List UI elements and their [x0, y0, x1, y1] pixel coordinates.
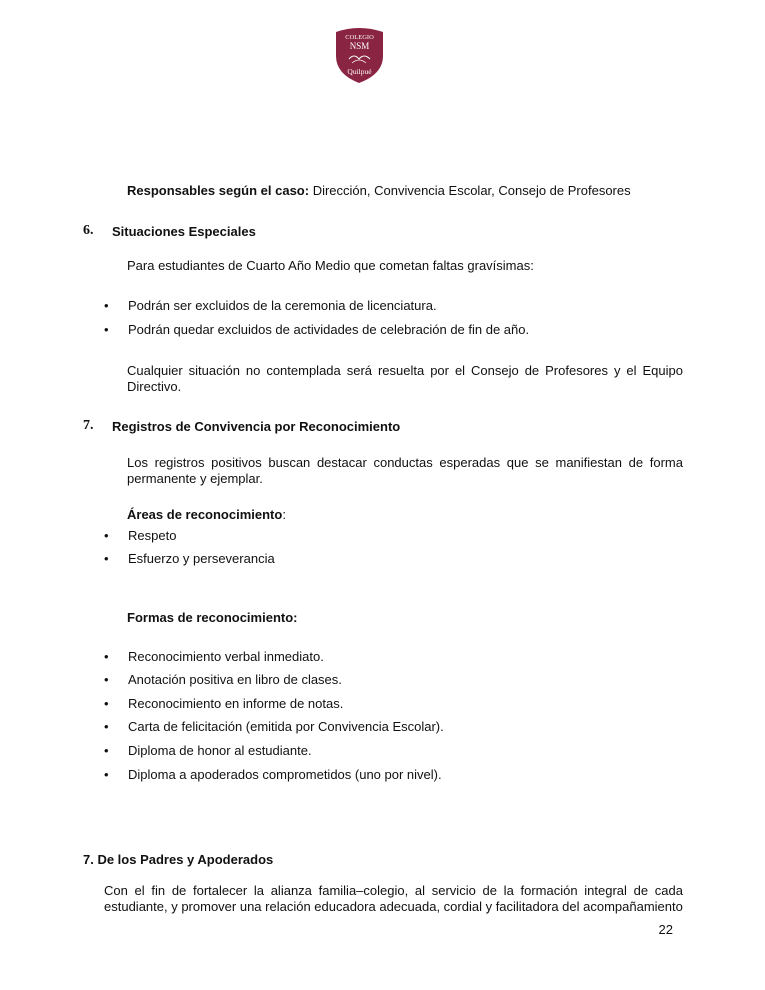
- list-item: Podrán quedar excluidos de actividades de celebración de fin de año.: [128, 322, 530, 337]
- padres-heading: 7. De los Padres y Apoderados: [83, 852, 274, 867]
- list-item: Diploma de honor al estudiante.: [128, 743, 312, 758]
- page-number: 22: [658, 922, 673, 937]
- list-item: Reconocimiento en informe de notas.: [128, 696, 344, 711]
- list-item: Diploma a apoderados comprometidos (uno por nivel).: [128, 767, 442, 782]
- bullet-icon: •: [104, 767, 109, 782]
- bullet-icon: •: [104, 528, 109, 543]
- responsables-text: Dirección, Convivencia Escolar, Consejo de Profesores: [309, 183, 631, 198]
- list-item: Respeto: [128, 528, 177, 543]
- school-crest-logo: [332, 26, 387, 84]
- bullet-icon: •: [104, 322, 109, 337]
- list-item: Podrán ser excluidos de la ceremonia de licenciatura.: [128, 298, 437, 313]
- bullet-icon: •: [104, 649, 109, 664]
- bullet-icon: •: [104, 719, 109, 734]
- padres-paragraph: Con el fin de fortalecer la alianza familia–colegio, al servicio de la formación integral de cada estudiante, y promover una relación educadora adecuada, cordial y facilitadora del acompañamiento: [104, 883, 683, 914]
- areas-colon: :: [282, 507, 286, 522]
- section-6-number: 6.: [83, 223, 94, 238]
- bullet-icon: •: [104, 551, 109, 566]
- section-6-intro: Para estudiantes de Cuarto Año Medio que cometan faltas gravísimas:: [127, 258, 534, 273]
- logo-text-colegio: COLEGIO: [345, 34, 374, 41]
- list-item: Carta de felicitación (emitida por Convivencia Escolar).: [128, 719, 444, 734]
- logo-text-quilpue: Quilpué: [347, 67, 372, 76]
- list-item: Esfuerzo y perseverancia: [128, 551, 275, 566]
- section-7-title: Registros de Convivencia por Reconocimiento: [112, 419, 401, 434]
- section-6-note: Cualquier situación no contemplada será resuelta por el Consejo de Profesores y el Equipo Directivo.: [127, 363, 683, 394]
- list-item: Reconocimiento verbal inmediato.: [128, 649, 324, 664]
- section-7-number: 7.: [83, 418, 94, 433]
- areas-heading: [127, 507, 286, 523]
- bullet-icon: •: [104, 672, 109, 687]
- bullet-icon: •: [104, 743, 109, 758]
- responsables-label: Responsables según el caso:: [127, 183, 310, 198]
- areas-label: Áreas de reconocimiento: [127, 507, 283, 522]
- bullet-icon: •: [104, 696, 109, 711]
- bullet-icon: •: [104, 298, 109, 313]
- section-6-title: Situaciones Especiales: [112, 224, 256, 239]
- responsables-line: [127, 183, 631, 199]
- section-7-intro: Los registros positivos buscan destacar conductas esperadas que se manifiestan de forma permanente y ejemplar.: [127, 455, 683, 486]
- list-item: Anotación positiva en libro de clases.: [128, 672, 342, 687]
- formas-heading: Formas de reconocimiento:: [127, 610, 298, 625]
- logo-text-nsm: NSM: [349, 41, 370, 51]
